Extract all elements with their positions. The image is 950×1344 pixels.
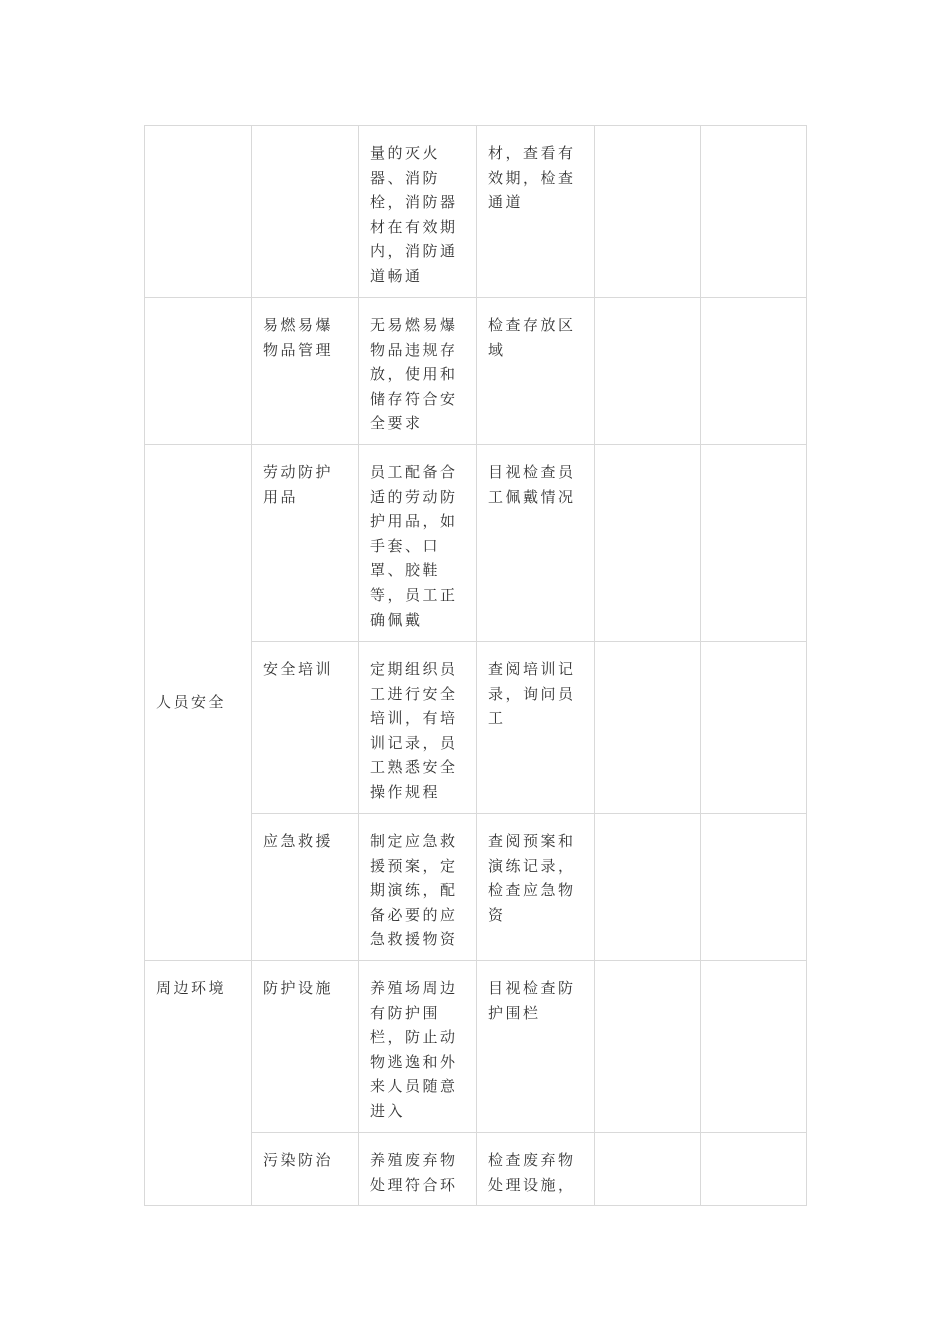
method-cell: 查阅培训记录，询问员工 — [477, 642, 595, 814]
requirement-cell: 养殖废弃物处理符合环 — [359, 1133, 477, 1206]
table-row — [145, 126, 807, 298]
result-cell — [595, 445, 701, 642]
table-row — [145, 445, 807, 642]
remark-cell — [701, 814, 807, 961]
item-cell: 安全培训 — [252, 642, 359, 814]
remark-cell — [701, 961, 807, 1133]
category-cell: 人员安全 — [145, 445, 252, 961]
requirement-cell: 养殖场周边有防护围栏，防止动物逃逸和外来人员随意进入 — [359, 961, 477, 1133]
method-cell: 目视检查员工佩戴情况 — [477, 445, 595, 642]
category-cell: 周边环境 — [145, 961, 252, 1206]
item-cell: 防护设施 — [252, 961, 359, 1133]
table-row — [145, 298, 807, 445]
item-cell: 易燃易爆物品管理 — [252, 298, 359, 445]
result-cell — [595, 961, 701, 1133]
requirement-cell: 量的灭火器、消防栓，消防器材在有效期内，消防通道畅通 — [359, 126, 477, 298]
item-cell: 劳动防护用品 — [252, 445, 359, 642]
requirement-cell: 无易燃易爆物品违规存放，使用和储存符合安全要求 — [359, 298, 477, 445]
category-cell — [145, 126, 252, 298]
remark-cell — [701, 126, 807, 298]
method-cell: 检查存放区域 — [477, 298, 595, 445]
item-cell — [252, 126, 359, 298]
method-cell: 目视检查防护围栏 — [477, 961, 595, 1133]
item-cell: 应急救援 — [252, 814, 359, 961]
result-cell — [595, 642, 701, 814]
table-row — [145, 961, 807, 1133]
method-cell: 检查废弃物处理设施， — [477, 1133, 595, 1206]
remark-cell — [701, 642, 807, 814]
result-cell — [595, 298, 701, 445]
remark-cell — [701, 1133, 807, 1206]
result-cell — [595, 126, 701, 298]
category-cell-empty — [145, 298, 252, 445]
remark-cell — [701, 445, 807, 642]
requirement-cell: 定期组织员工进行安全培训，有培训记录，员工熟悉安全操作规程 — [359, 642, 477, 814]
item-cell: 污染防治 — [252, 1133, 359, 1206]
requirement-cell: 制定应急救援预案，定期演练，配备必要的应急救援物资 — [359, 814, 477, 961]
result-cell — [595, 814, 701, 961]
remark-cell — [701, 298, 807, 445]
result-cell — [595, 1133, 701, 1206]
method-cell: 材，查看有效期，检查通道 — [477, 126, 595, 298]
requirement-cell: 员工配备合适的劳动防护用品，如手套、口罩、胶鞋等，员工正确佩戴 — [359, 445, 477, 642]
method-cell: 查阅预案和演练记录，检查应急物资 — [477, 814, 595, 961]
inspection-table — [144, 125, 807, 1206]
